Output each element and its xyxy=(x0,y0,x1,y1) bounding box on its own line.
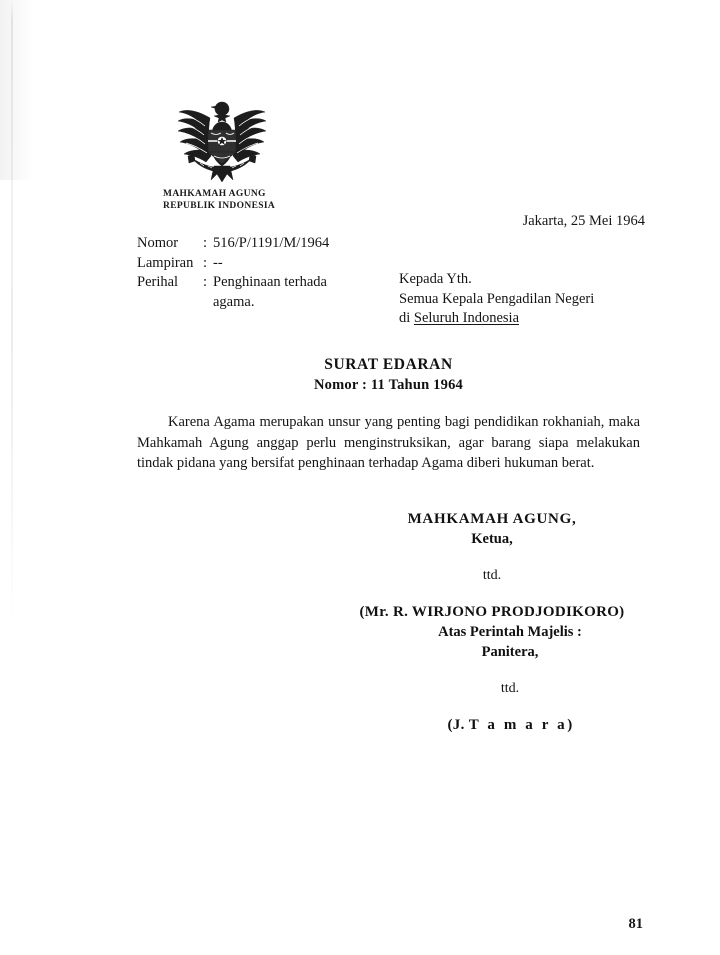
signature-order-line: Atas Perintah Majelis : xyxy=(438,624,582,640)
meta-colon-perihal: : xyxy=(203,274,208,290)
date-line: Jakarta, 25 Mei 1964 xyxy=(522,213,645,229)
recipient-line-2: Semua Kepala Pengadilan Negeri xyxy=(399,290,595,307)
recipient-line-3 xyxy=(399,309,594,329)
recipient-scope-underlined: Seluruh Indonesia xyxy=(413,310,520,326)
document-body-paragraph: Karena Agama merupakan unsur yang penting bagi pendidikan rokhaniah, maka Mahkamah Agung anggap perlu menginstruksikan, agar barang siapa melakukan tindak pidana yang bersifat penghinaan terhadap Agama diberi hukuman berat. xyxy=(137,414,640,471)
recipient-line-1: Kepada Yth. xyxy=(399,271,472,287)
meta-colon-lampiran: : xyxy=(203,254,208,271)
letterhead-text xyxy=(163,189,463,212)
meta-row-nomor xyxy=(137,234,329,254)
document-title-number: Nomor : 11 Tahun 1964 xyxy=(314,377,463,393)
scan-corner-artifact xyxy=(0,0,34,180)
meta-label-perihal: Perihal xyxy=(137,274,179,290)
meta-colon-nomor: : xyxy=(203,235,208,251)
signature-signed-mark-secondary: ttd. xyxy=(500,681,520,696)
letterhead-line-2: REPUBLIK INDONESIA xyxy=(163,200,276,211)
signature-role-panitera: Panitera, xyxy=(481,644,539,660)
meta-row-lampiran xyxy=(137,254,329,274)
signature-name-secondary xyxy=(345,715,675,735)
scan-edge-artifact xyxy=(11,0,13,620)
page-number: 81 xyxy=(628,916,643,932)
document-title-block xyxy=(137,355,640,395)
letterhead xyxy=(163,96,463,212)
signature-block-primary xyxy=(327,509,657,622)
signature-name-open: (J. xyxy=(447,717,469,733)
signature-signed-mark: ttd. xyxy=(482,568,502,583)
meta-value-perihal-continuation: agama. xyxy=(213,293,255,310)
meta-label-lampiran: Lampiran xyxy=(137,254,194,271)
signature-name: (Mr. R. WIRJONO PRODJODIKORO) xyxy=(359,604,625,620)
meta-row-perihal xyxy=(137,273,329,293)
letterhead-line-1: MAHKAMAH AGUNG xyxy=(163,189,266,199)
meta-label-nomor: Nomor xyxy=(137,235,179,251)
signature-name-close: ) xyxy=(567,717,573,733)
signature-organization: MAHKAMAH AGUNG, xyxy=(407,511,577,527)
meta-value-nomor: 516/P/1191/M/1964 xyxy=(213,235,330,251)
signature-role: Ketua, xyxy=(471,531,513,547)
recipient-line-3-prefix: di xyxy=(399,310,414,326)
meta-value-lampiran: -- xyxy=(213,254,223,271)
garuda-pancasila-emblem xyxy=(170,96,274,182)
signature-name-spaced: T a m a r a xyxy=(468,717,568,733)
signature-block-secondary xyxy=(345,622,675,735)
letter-meta-block xyxy=(137,234,329,312)
document-title: SURAT EDARAN xyxy=(324,356,453,373)
recipient-block xyxy=(399,270,594,329)
meta-value-perihal: Penghinaan terhada xyxy=(213,274,327,290)
